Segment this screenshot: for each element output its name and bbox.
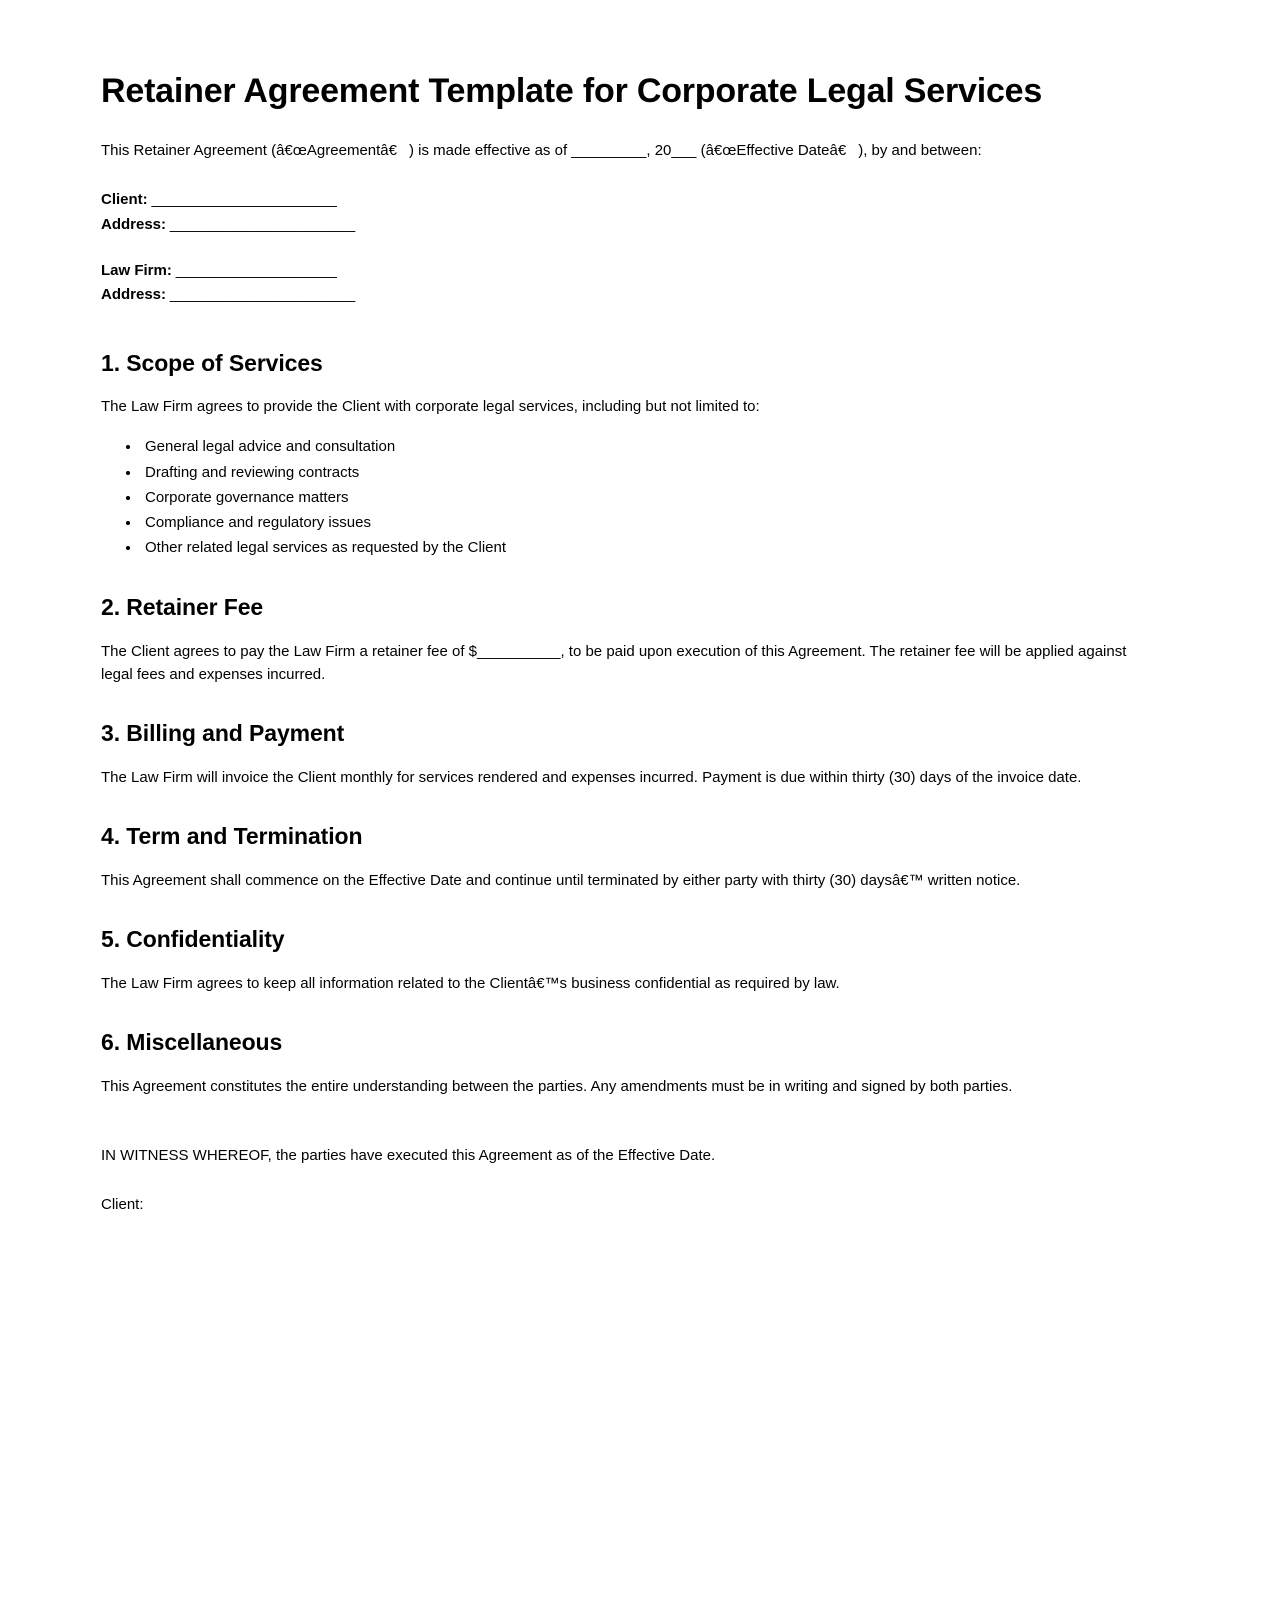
law-firm-address-field-row — [101, 283, 1135, 307]
law-firm-label: Law Firm: — [101, 261, 172, 279]
client-address-label: Address: — [101, 215, 167, 233]
client-blank-line: _______________________ — [147, 191, 337, 209]
list-item: • General legal advice and consultation — [141, 434, 1135, 459]
law-firm-field-row — [101, 259, 1135, 283]
client-address-field-row — [101, 213, 1135, 237]
client-field-row — [101, 188, 1135, 212]
party-details-block — [101, 188, 1135, 307]
section-heading-term-and-termination: 4. Term and Termination — [101, 823, 363, 850]
section-body-confidentiality: The Law Firm agrees to keep all information related to the Clientâ€™s business confidential as required by law. — [101, 974, 840, 992]
list-item: • Corporate governance matters — [141, 485, 1135, 510]
section-body-billing-and-payment: The Law Firm will invoice the Client monthly for services rendered and expenses incurred. Payment is due within thirty (30) days of the invoice date. — [101, 769, 1082, 786]
client-label: Client: — [101, 191, 148, 209]
law-firm-address-blank-line: _______________________ — [166, 286, 355, 304]
section-body-miscellaneous: This Agreement constitutes the entire understanding between the parties. Any amendments must be in writing and signed by both parties. — [101, 1077, 1013, 1095]
section-heading-scope-of-services: 1. Scope of Services — [101, 349, 323, 376]
client-address-blank-line: _______________________ — [166, 215, 355, 233]
witness-clause: IN WITNESS WHEREOF, the parties have executed this Agreement as of the Effective Date. — [101, 1146, 716, 1164]
party-spacer — [101, 237, 1135, 259]
law-firm-address-label: Address: — [101, 286, 167, 304]
section-heading-confidentiality: 5. Confidentiality — [101, 926, 285, 953]
section-heading-billing-and-payment: 3. Billing and Payment — [101, 720, 345, 747]
section-heading-miscellaneous: 6. Miscellaneous — [101, 1028, 283, 1055]
section-body-retainer-fee: The Client agrees to pay the Law Firm a retainer fee of $__________, to be paid upon execution of this Agreement. The retainer fee will be applied against legal fees and expenses incurred. — [101, 642, 1127, 684]
section-heading-retainer-fee: 2. Retainer Fee — [101, 594, 264, 621]
list-item: • Other related legal services as requested by the Client — [141, 535, 1135, 560]
page-title: Retainer Agreement Template for Corporate Legal Services — [101, 72, 1043, 110]
client-signature-label: Client: — [101, 1196, 144, 1214]
law-firm-blank-line: ____________________ — [171, 261, 337, 279]
section-body-term-and-termination: This Agreement shall commence on the Effective Date and continue until terminated by either party with thirty (30) daysâ€™ written notice. — [101, 871, 1021, 889]
list-item: • Drafting and reviewing contracts — [141, 460, 1135, 485]
list-item: • Compliance and regulatory issues — [141, 510, 1135, 535]
agreement-intro-paragraph: This Retainer Agreement (â€œAgreementâ€) is made effective as of _________, 20___ (â€œEffective Dateâ€), by and between: — [101, 142, 982, 160]
signature-block — [101, 1144, 1135, 1217]
scope-of-services-list — [101, 434, 1135, 560]
section-body-scope-of-services: The Law Firm agrees to provide the Client with corporate legal services, including but not limited to: — [101, 398, 760, 416]
